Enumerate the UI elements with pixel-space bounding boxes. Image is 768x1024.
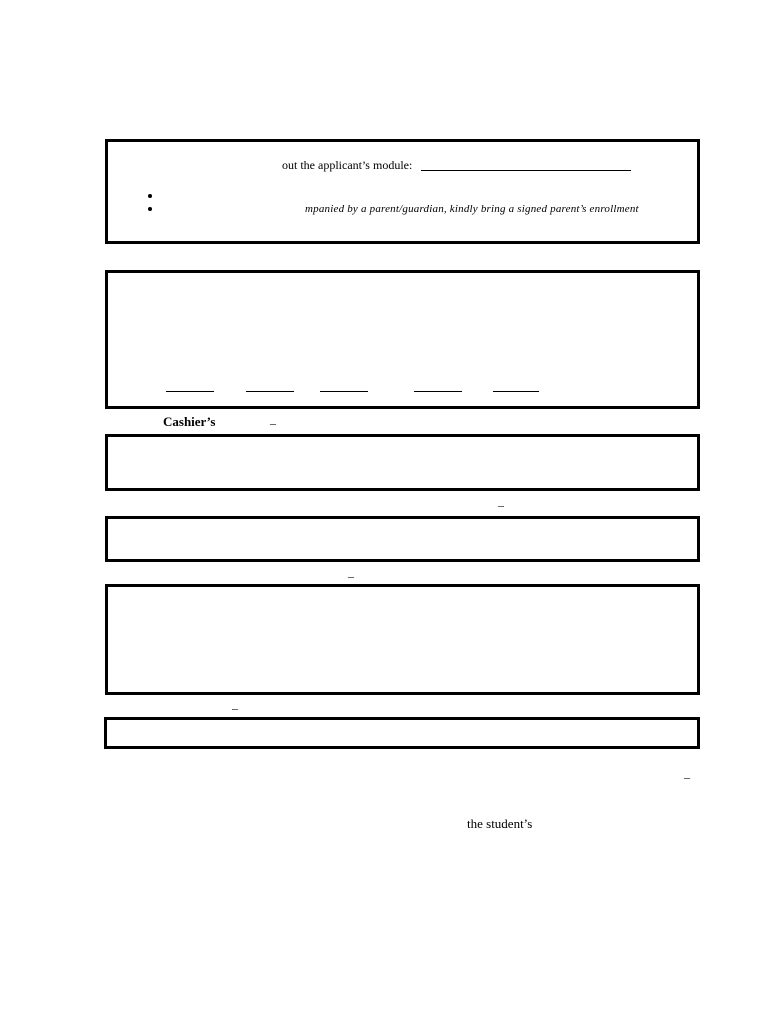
applicant-module-box [105,139,700,244]
cashier-dash: – [270,416,276,430]
module-blank-line[interactable] [421,170,631,171]
dash-2: – [348,569,354,583]
dash-3: – [232,701,238,715]
blank-line-4[interactable] [414,391,462,392]
student-text: the student’s [467,816,533,831]
blank-line-5[interactable] [493,391,539,392]
blank-line-3[interactable] [320,391,368,392]
guardian-note: mpanied by a parent/guardian, kindly bring a signed parent’s enrollment [305,203,639,215]
cashier-label: Cashier’s [163,414,216,429]
cashier-box [105,434,700,491]
dash-1: – [498,498,504,512]
details-box [105,270,700,409]
bullet-2 [148,207,152,211]
bullet-1 [148,194,152,198]
box-four [105,516,700,562]
blank-line-2[interactable] [246,391,294,392]
module-label: out the applicant’s module: [282,158,413,172]
dash-4: – [684,770,690,784]
box-five [105,584,700,695]
blank-line-1[interactable] [166,391,214,392]
box-six [104,717,700,749]
